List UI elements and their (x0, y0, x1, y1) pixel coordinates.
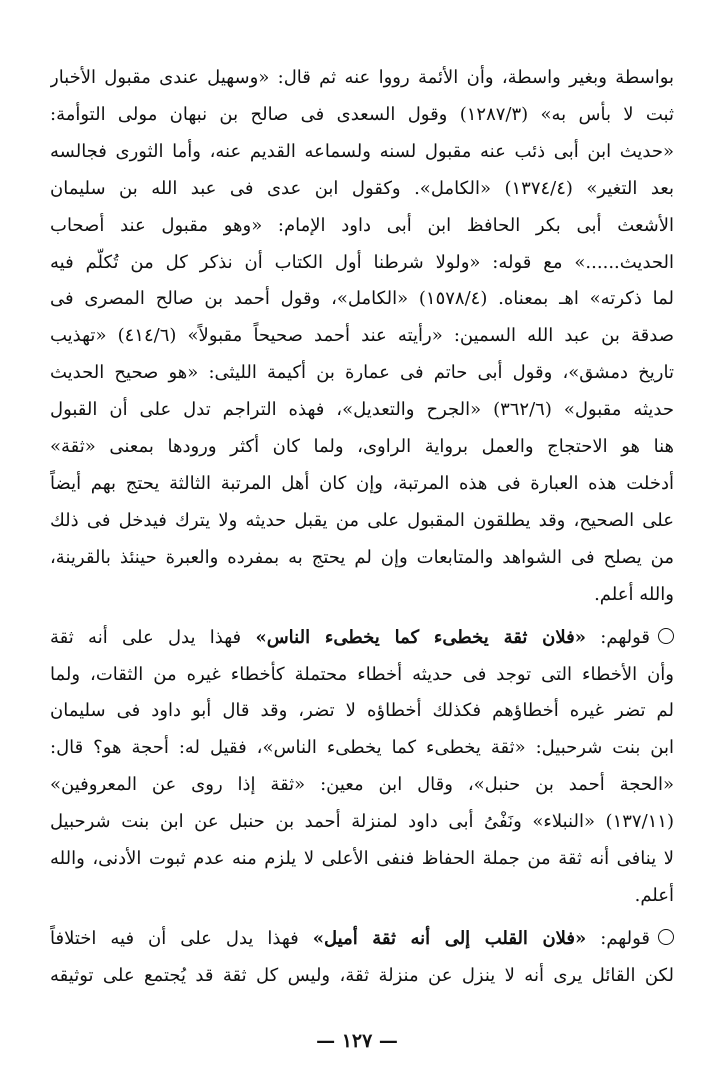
text-line: من يصلح فى الشواهد والمتابعات وإن لم يحتج به بمفرده والعبرة حينئذ بالقرينة، (50, 546, 674, 568)
paragraph-1 (50, 60, 674, 614)
text-line: بواسطة وبغير واسطة، وأن الأئمة رووا عنه ثم قال: «وسهيل عندى مقبول الأخبار (50, 67, 674, 88)
text-line: لكن القائل يرى أنه لا ينزل عن منزلة ثقة، وليس كل ثقة قد يُجتمع على توثيقه (50, 964, 674, 986)
text-line: أعلم. (634, 884, 674, 906)
text-line: أدخلت هذه العبارة فى هذه المرتبة، وإن كان أهل المرتبة الثالثة يحتج بهم أيضاً (50, 472, 674, 494)
text-line: ثبت لا بأس به» (١٢٨٧/٣) وقول السعدى فى صالح بن نبهان مولى التوأمة: (50, 103, 674, 125)
circle-bullet-icon (658, 929, 674, 945)
circle-bullet-icon (658, 628, 674, 644)
text-line: لم تضر غيره أخطاؤهم فكذلك أخطاؤه لا تضر، وقد قال أبو داود فى سليمان (50, 700, 674, 722)
text-line: الحديث......» مع قوله: «ولولا شرطنا أول الكتاب أن نذكر كل من تُكلّم فيه (50, 251, 674, 273)
section-first-line-rest: فهذا يدل على أنه ثقة (50, 626, 242, 648)
text-line: على الصحيح، وقد يطلقون المقبول على من يقبل حديثه ولا يترك فيدخل فى ذلك (50, 509, 674, 531)
section-lead: قولهم: (600, 626, 651, 648)
text-line: (١٣٧/١١) «النبلاء» ونَفْىُ أبى داود لمنزلة أحمد بن حنبل عن ابن بنت شرحبيل (50, 811, 674, 833)
text-line: والله أعلم. (594, 583, 674, 605)
text-line: بعد التغير» (١٣٧٤/٤) «الكامل». وكقول ابن عدى فى عبد الله بن سليمان (50, 177, 674, 199)
section-heading-line (50, 921, 674, 958)
text-line: لا ينافى أنه ثقة من جملة الحفاظ فنفى الأعلى لا يلزم منه عدم ثبوت الأدنى، والله (50, 848, 674, 870)
text-line: «حديث ابن أبى ذئب عنه مقبول لسنه ولسماعه القديم عنه، وأما الثورى فجالسه (50, 140, 674, 162)
section-qalb-amyal (50, 921, 674, 995)
page-body (50, 60, 674, 995)
section-phrase: «فلان القلب إلى أنه ثقة أميل» (312, 927, 587, 949)
text-line: صدقة بن عبد الله السمين: «رأيته عند أحمد صحيحاً مقبولاً» (٤١٤/٦) «تهذيب (50, 325, 674, 347)
page-number: — ١٢٧ — (316, 1030, 398, 1052)
text-line: تاريخ دمشق»، وقول أبى حاتم فى عمارة بن أكيمة الليثى: «هو صحيح الحديث (50, 362, 674, 384)
text-line: هنا هو الاحتجاج والعمل برواية الراوى، ولما كان أكثر ورودها بمعنى «ثقة» (50, 436, 674, 458)
text-line: وأن الأخطاء التى توجد فى حديثه أخطاء محتملة كأخطاء غيره من الثقات، ولما (50, 663, 674, 685)
section-first-line-rest: فهذا يدل على أن فيه اختلافاً (50, 927, 299, 949)
text-line: «الحجة أحمد بن حنبل»، وقال ابن معين: «ثقة إذا روى عن المعروفين» (50, 774, 674, 796)
text-line: الأشعث أبى بكر الحافظ ابن أبى داود الإمام: «وهو مقبول عند أصحاب (50, 214, 674, 236)
section-thiqa-yukhti (50, 620, 674, 915)
text-line: حديثه مقبول» (٣٦٢/٦) «الجرح والتعديل»، فهذه التراجم تدل على أن القبول (50, 399, 674, 421)
text-line: ابن بنت شرحبيل: «ثقة يخطىء كما يخطىء الناس»، فقيل له: أحجة هو؟ قال: (50, 737, 674, 759)
section-phrase: «فلان ثقة يخطىء كما يخطىء الناس» (255, 626, 586, 648)
section-heading-line (50, 620, 674, 657)
text-line: لما ذكرته» اهـ بمعناه. (١٥٧٨/٤) «الكامل»، وقول أحمد بن صالح المصرى فى (50, 288, 674, 310)
section-lead: قولهم: (600, 927, 650, 949)
